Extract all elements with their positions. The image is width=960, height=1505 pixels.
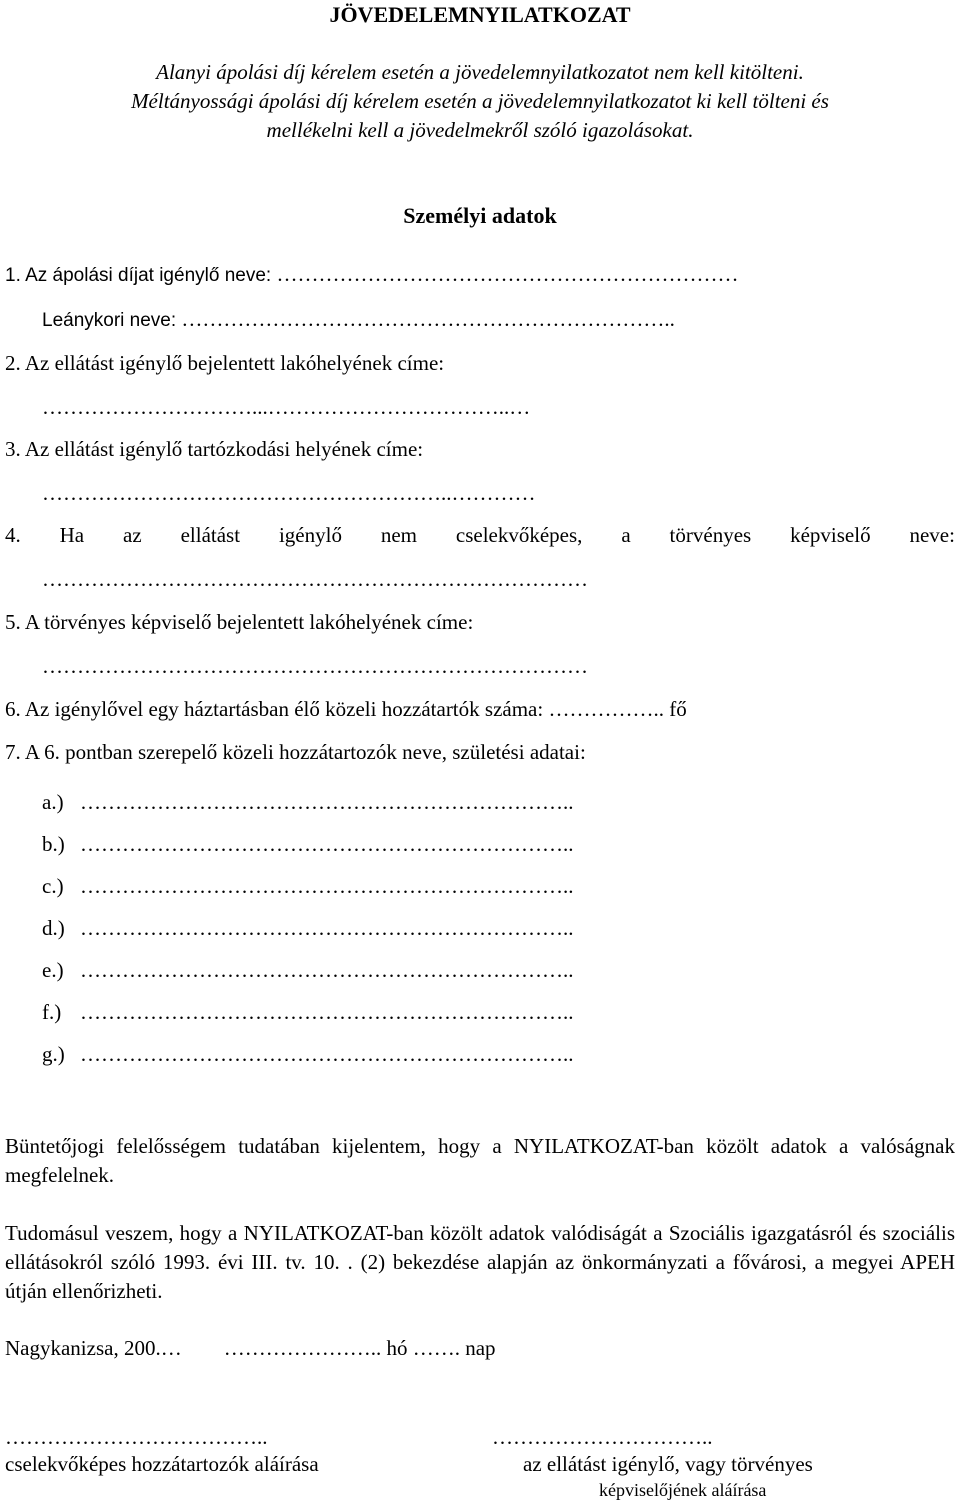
date-line[interactable]: Nagykanizsa, 200.… ………………….. hó ……. nap (5, 1336, 496, 1360)
item-4-word: nem (380, 523, 417, 547)
item-4-fill-line[interactable]: …………………………………………………………………… (42, 567, 588, 591)
item-5-label: 5. A törvényes képviselő bejelentett lakóhelyének címe: (5, 610, 474, 634)
item-6-fill-line[interactable]: …………….. (548, 697, 664, 721)
relative-label: f.) (42, 1000, 62, 1024)
maiden-name-fill-line[interactable]: …………………………………………………………….. (181, 307, 675, 331)
item-4-word: ellátást (180, 523, 241, 547)
item-7-label: 7. A 6. pontban szerepelő közeli hozzátartozók neve, születési adatai: (5, 740, 586, 764)
relative-row (42, 790, 574, 815)
right-signature-label-2: képviselőjének aláírása (599, 1480, 767, 1500)
relative-row (42, 1042, 574, 1067)
item-3-label: 3. Az ellátást igénylő tartózkodási helyének címe: (5, 437, 424, 461)
item-4-word: cselekvőképes, (455, 523, 583, 547)
item-6 (5, 697, 687, 722)
declaration-text: Büntetőjogi felelősségem tudatában kijelentem, hogy a NYILATKOZAT-ban közölt adatok a valóságnak megfelelnek. (5, 1134, 955, 1187)
relative-label: d.) (42, 916, 65, 940)
item-4-word: a (621, 523, 631, 547)
item-3-fill-line[interactable]: …………………………………………………..………… (42, 481, 536, 505)
intro-line-1: Alanyi ápolási díj kérelem esetén a jövedelemnyilatkozatot nem kell kitölteni. (156, 60, 804, 84)
item-4-word: az (123, 523, 142, 547)
relative-label: c.) (42, 874, 64, 898)
item-6-unit: fő (663, 697, 687, 721)
item-4-word: igénylő (278, 523, 342, 547)
item-4-label (5, 523, 955, 548)
intro-line-2: Méltányossági ápolási díj kérelem esetén a jövedelemnyilatkozatot ki kell tölteni és (131, 89, 829, 113)
relative-fill-line[interactable]: …………………………………………………………….. (80, 958, 574, 982)
relative-label: a.) (42, 790, 64, 814)
relative-label: e.) (42, 958, 64, 982)
relative-label: b.) (42, 832, 65, 856)
relative-fill-line[interactable]: …………………………………………………………….. (80, 832, 574, 856)
item-5-fill-line[interactable]: …………………………………………………………………… (42, 654, 588, 678)
item-2-label: 2. Az ellátást igénylő bejelentett lakóhelyének címe: (5, 351, 445, 375)
item-4-word: Ha (59, 523, 85, 547)
relative-row (42, 832, 574, 857)
relative-label: g.) (42, 1042, 65, 1066)
section-title: Személyi adatok (403, 203, 557, 228)
acknowledgement-text: Tudomásul veszem, hogy a NYILATKOZAT-ban közölt adatok valódiságát a Szociális igazgatásról és szociális ellátásokról szóló 1993. évi III. tv. 10. . (2) bekezdése alapján az önkormányzati a fővárosi, a megyei APEH útján ellenőrizheti. (5, 1221, 955, 1303)
maiden-name-label: Leánykori neve: (42, 310, 182, 331)
relative-fill-line[interactable]: …………………………………………………………….. (80, 1000, 574, 1024)
intro-line-3: mellékelni kell a jövedelmekről szóló igazolásokat. (266, 118, 694, 142)
relative-row (42, 916, 574, 941)
left-signature-label: cselekvőképes hozzátartozók aláírása (5, 1452, 319, 1476)
relative-fill-line[interactable]: …………………………………………………………….. (80, 916, 574, 940)
relative-fill-line[interactable]: …………………………………………………………….. (80, 874, 574, 898)
item-2-fill-line[interactable]: …………………………...……………………………..… (42, 395, 531, 419)
right-signature-line[interactable]: ………………………….. (492, 1425, 713, 1449)
item-1-fill-line[interactable]: ………………………………………………………… (276, 262, 739, 286)
item-4-word: képviselő (790, 523, 871, 547)
item-6-label: 6. Az igénylővel egy háztartásban élő közeli hozzátartók száma: (5, 697, 549, 721)
document-title: JÖVEDELEMNYILATKOZAT (329, 2, 631, 27)
right-signature-label: az ellátást igénylő, vagy törvényes (523, 1452, 813, 1476)
relative-fill-line[interactable]: …………………………………………………………….. (80, 1042, 574, 1066)
item-4-word: törvényes (669, 523, 752, 547)
maiden-name-row (42, 307, 675, 332)
item-1 (5, 262, 738, 287)
left-signature-line[interactable]: ……………………………….. (5, 1425, 268, 1449)
relative-row (42, 958, 574, 983)
item-4-word: neve: (909, 523, 955, 547)
relative-row (42, 874, 574, 899)
item-1-label: 1. Az ápolási díjat igénylő neve: (5, 265, 277, 286)
relative-row (42, 1000, 574, 1025)
item-4-word: 4. (5, 523, 21, 547)
intro-note (20, 58, 940, 145)
relative-fill-line[interactable]: …………………………………………………………….. (80, 790, 574, 814)
